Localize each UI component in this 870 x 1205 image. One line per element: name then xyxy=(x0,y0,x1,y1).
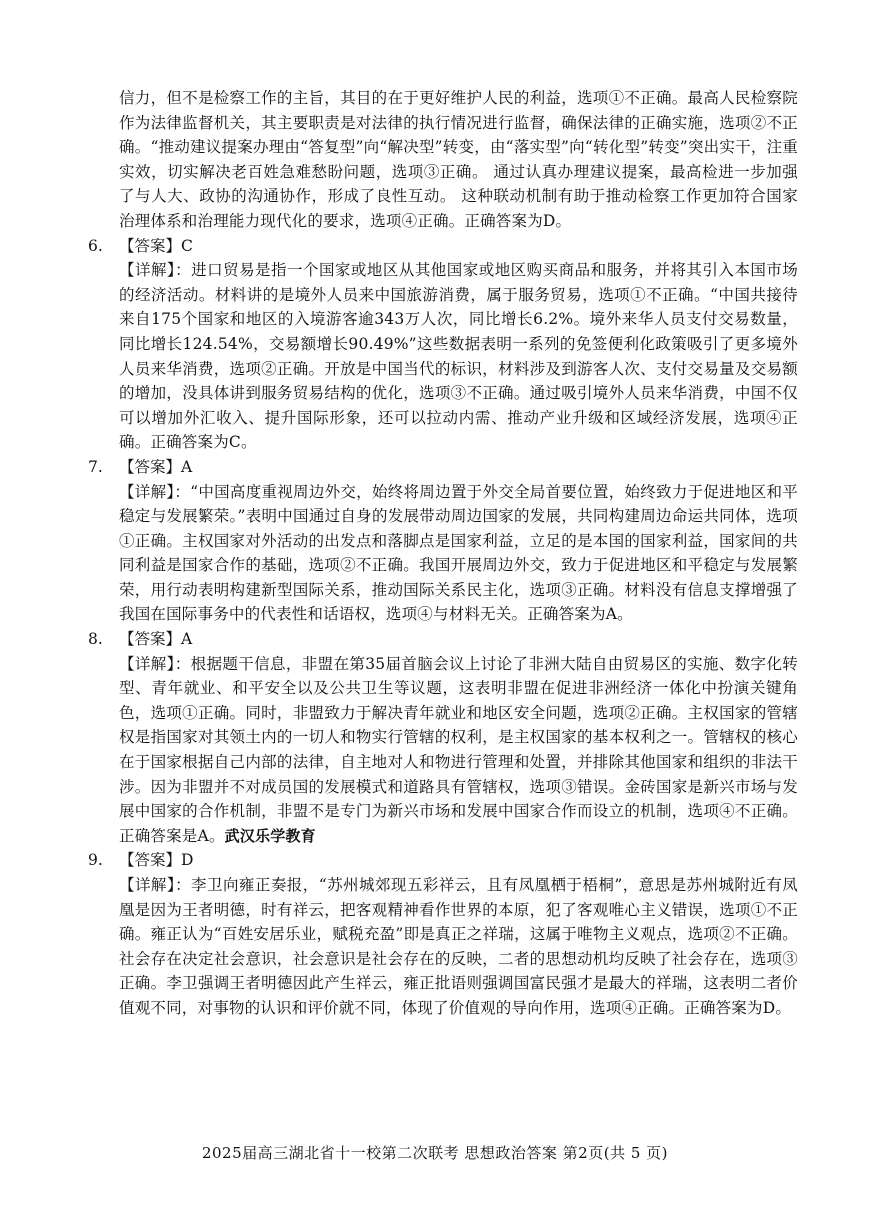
question-7 xyxy=(88,455,798,627)
question-number: 6. xyxy=(88,236,103,255)
answer-key: 【答案】C xyxy=(119,236,193,255)
answer-row xyxy=(88,234,798,259)
answer-key: 【答案】A xyxy=(119,630,193,649)
explanation: 【详解】：“中国高度重视周边外交，始终将周边置于外交全局首要位置，始终致力于促进地区和平稳定与发展繁荣。”表明中国通过自身的发展带动周边国家的发展，共同构建周边命运共同体，选项①正确。主权国家对外活动的出发点和落脚点是国家利益，立足的是本国的国家利益，国家间的共同利益是国家合作的基础，选项②不正确。我国开展周边外交，致力于促进地区和平稳定与发展繁荣，用行动表明构建新型国际关系，推动国际关系民主化，选项③正确。材料没有信息支撑增强了我国在国际事务中的代表性和话语权，选项④与材料无关。正确答案为A。 xyxy=(119,482,798,624)
answer-row xyxy=(88,848,798,873)
question-6 xyxy=(88,234,798,455)
question-number: 8. xyxy=(88,630,103,649)
question-number: 9. xyxy=(88,851,103,870)
answer-row xyxy=(88,455,798,480)
answer-key: 【答案】D xyxy=(119,851,194,870)
answer-content xyxy=(88,86,798,1021)
continued-explanation: 信力，但不是检察工作的主旨，其目的在于更好维护人民的利益，选项①不正确。最高人民检察院作为法律监督机关，其主要职责是对法律的执行情况进行监督，确保法律的正确实施，选项②不正确。“推动建议提案办理由“答复型”向“解决型”转变，由“落实型”向“转化型”转变”突出实干，注重实效，切实解决老百姓急难愁盼问题，选项③正确。 通过认真办理建议提案，最高检进一步加强了与人大、政协的沟通协作，形成了良性互动。 这种联动机制有助于推动检察工作更加符合国家治理体系和治理能力现代化的要求，选项④正确。正确答案为D。 xyxy=(119,89,798,230)
answer-key: 【答案】A xyxy=(119,457,193,476)
explanation: 【详解】：进口贸易是指一个国家或地区从其他国家或地区购买商品和服务，并将其引入本国市场的经济活动。材料讲的是境外人员来中国旅游消费，属于服务贸易，选项①不正确。“中国共接待来自175个国家和地区的入境游客逾343万人次，同比增长6.2%。境外来华人员支付交易数量，同比增长124.54%，交易额增长90.49%”这些数据表明一系列的免签便利化政策吸引了更多境外人员来华消费，选项②正确。开放是中国当代的标识，材料涉及到游客人次、支付交易量及交易额的增加，没具体讲到服务贸易结构的优化，选项③不正确。通过吸引境外人员来华消费，中国不仅可以增加外汇收入、提升国际形象，还可以拉动内需、推动产业升级和区域经济发展，选项④正确。正确答案为C。 xyxy=(119,261,798,452)
question-9 xyxy=(88,848,798,1020)
question-number: 7. xyxy=(88,457,103,476)
explanation xyxy=(88,652,798,849)
page-footer: 2025届高三湖北省十一校第二次联考 思想政治答案 第2页(共 5 页) xyxy=(201,1144,669,1162)
explanation: 【详解】：李卫向雍正奏报，“苏州城郊现五彩祥云，且有凤凰栖于梧桐”，意思是苏州城附近有凤凰是因为王者明德，时有祥云，把客观精神看作世界的本原，犯了客观唯心主义错误，选项①不正确。雍正认为“百姓安居乐业，赋税充盈”即是真正之祥瑞，这属于唯物主义观点，选项②不正确。社会存在决定社会意识，社会意识是社会存在的反映，二者的思想动机均反映了社会存在，选项③正确。李卫强调王者明德因此产生祥云，雍正批语则强调国富民强才是最大的祥瑞，这表明二者价值观不同，对事物的认识和评价就不同，体现了价值观的导向作用，选项④正确。正确答案为D。 xyxy=(119,876,798,1017)
watermark-text: 武汉乐学教育 xyxy=(224,826,316,845)
answer-row xyxy=(88,627,798,652)
explanation-text: 【详解】：根据题干信息，非盟在第35届首脑会议上讨论了非洲大陆自由贸易区的实施、数字化转型、青年就业、和平安全以及公共卫生等议题，这表明非盟在促进非洲经济一体化中扮演关键角色，选项①正确。同时，非盟致力于解决青年就业和地区安全问题，选项②正确。主权国家的管辖权是指国家对其领土内的一切人和物实行管辖的权利，是主权国家的基本权利之一。管辖权的核心在于国家根据自己内部的法律，自主地对人和物进行管理和处置，并排除其他国家和组织的非法干涉。因为非盟并不对成员国的发展模式和道路具有管辖权，选项③错误。金砖国家是新兴市场与发展中国家的合作机制，非盟不是专门为新兴市场和发展中国家合作而设立的机制，选项④不正确。正确答案是A。 xyxy=(119,654,798,845)
question-8 xyxy=(88,627,798,848)
